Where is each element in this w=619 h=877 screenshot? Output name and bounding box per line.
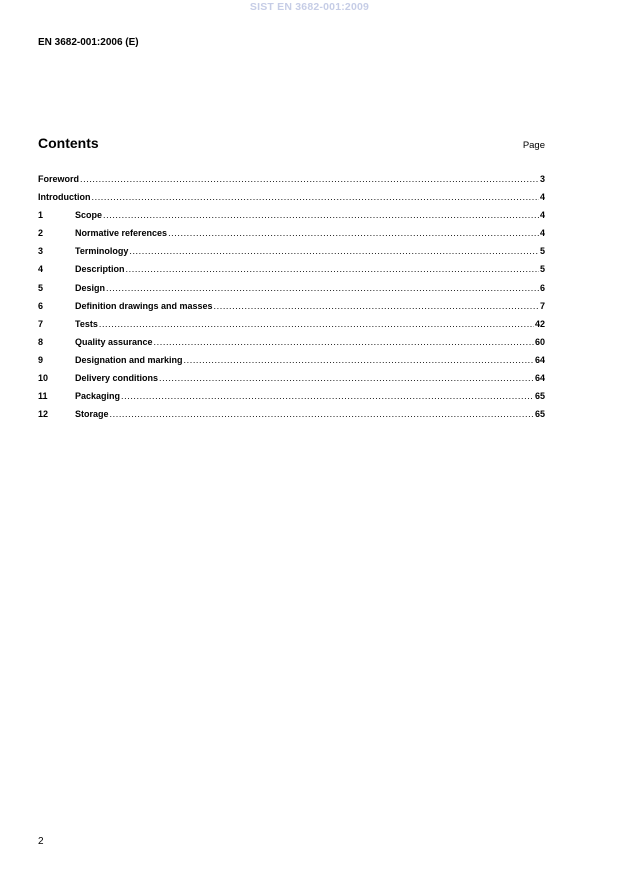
toc-entry-number: 9 [38,354,44,365]
document-identifier: EN 3682-001:2006 (E) [38,37,139,48]
toc-entry-terminology[interactable] [38,246,545,264]
toc-entry-number: 8 [38,336,44,347]
toc-entry-number: 3 [38,246,44,257]
toc-entry-foreword[interactable] [38,174,545,192]
toc-entry-page: 7 [539,300,545,311]
toc-dot-leader [103,210,539,220]
toc-dot-leader [92,192,539,202]
toc-entry-page: 4 [539,192,545,203]
toc-entry-page: 64 [534,354,545,365]
toc-entry-design[interactable] [38,283,545,301]
toc-entry-page: 5 [539,246,545,257]
toc-entry-page: 5 [539,264,545,275]
toc-dot-leader [129,246,539,256]
toc-entry-quality-assurance[interactable] [38,337,545,355]
toc-entry-number: 6 [38,300,44,311]
contents-heading: Contents [38,135,99,151]
toc-entry-storage[interactable] [38,409,545,427]
toc-dot-leader [154,337,534,347]
toc-entry-scope[interactable] [38,210,545,228]
toc-dot-leader [80,174,539,184]
table-of-contents [38,174,545,427]
toc-dot-leader [168,228,539,238]
toc-entry-number: 12 [38,409,49,420]
toc-entry-title: Quality assurance [75,336,153,347]
toc-entry-title: Design [75,282,106,293]
toc-entry-page: 42 [534,318,545,329]
toc-entry-number: 2 [38,228,44,239]
toc-entry-tests[interactable] [38,319,545,337]
toc-entry-page: 64 [534,373,545,384]
toc-entry-number: 4 [38,264,44,275]
toc-entry-page: 4 [539,210,545,221]
toc-entry-title: Delivery conditions [75,373,159,384]
toc-entry-title: Designation and marking [75,354,183,365]
toc-entry-title: Terminology [75,246,129,257]
watermark-text: SIST EN 3682-001:2009 [249,1,370,13]
toc-entry-normative-references[interactable] [38,228,545,246]
toc-entry-page: 3 [539,174,545,184]
toc-entry-number: 5 [38,282,44,293]
toc-entry-title: Scope [75,210,103,221]
toc-entry-number: 11 [38,391,48,402]
toc-entry-description[interactable] [38,264,545,282]
toc-entry-title: Description [75,264,125,275]
toc-entry-title: Storage [75,409,109,420]
toc-entry-packaging[interactable] [38,391,545,409]
toc-dot-leader [126,264,539,274]
toc-dot-leader [110,409,534,419]
toc-entry-title: Tests [75,318,98,329]
toc-entry-page: 65 [534,409,545,420]
toc-entry-page: 65 [534,391,545,402]
toc-entry-definition-drawings[interactable] [38,301,545,319]
toc-dot-leader [214,301,539,311]
toc-entry-title: Definition drawings and masses [75,300,213,311]
toc-entry-page: 6 [539,282,545,293]
toc-entry-title: Foreword [38,174,80,184]
toc-entry-number: 7 [38,318,44,329]
toc-entry-number: 10 [38,373,49,384]
toc-dot-leader [159,373,534,383]
toc-entry-number: 1 [38,210,44,221]
toc-entry-title: Introduction [38,192,91,203]
toc-entry-title: Normative references [75,228,168,239]
page-column-label: Page [522,140,545,151]
toc-entry-title: Packaging [75,391,121,402]
toc-dot-leader [121,391,534,401]
toc-entry-designation-marking[interactable] [38,355,545,373]
page-number: 2 [38,836,44,847]
toc-entry-introduction[interactable] [38,192,545,210]
toc-entry-delivery-conditions[interactable] [38,373,545,391]
toc-entry-page: 4 [539,228,545,239]
toc-dot-leader [99,319,534,329]
toc-dot-leader [106,283,539,293]
toc-entry-page: 60 [534,336,545,347]
toc-dot-leader [184,355,534,365]
